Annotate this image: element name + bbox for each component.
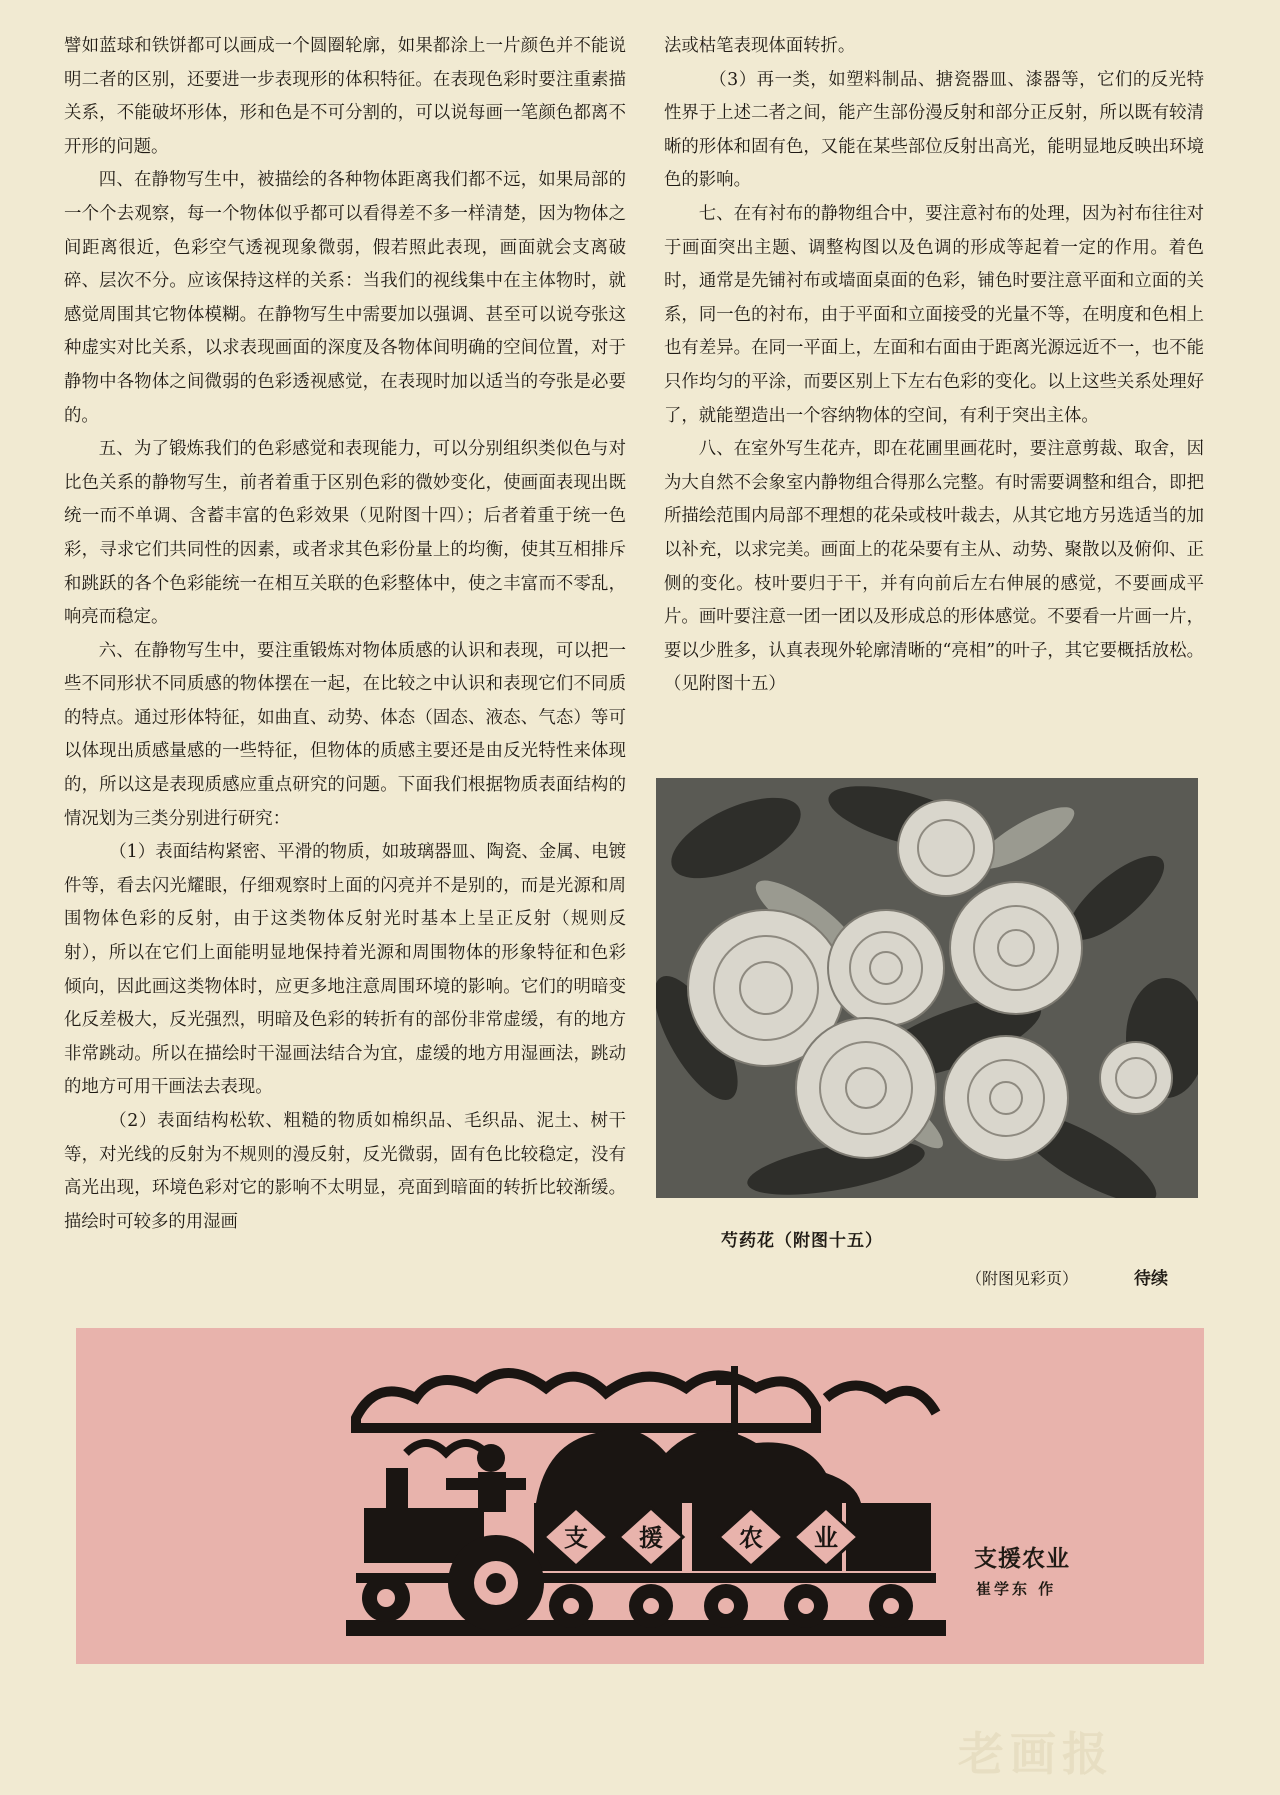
banner-char-2: 援 <box>639 1523 663 1552</box>
peony-image <box>656 778 1198 1198</box>
papercut-panel <box>76 1328 1204 1664</box>
figure-note: （附图见彩页） <box>966 1269 1079 1288</box>
paragraph: 譬如蓝球和铁饼都可以画成一个圆圈轮廓，如果都涂上一片颜色并不能说明二者的区别，还要进一步表现形的体积特征。在表现色彩时要注重素描关系，不能破坏形体，形和色是不可分割的，可以说每画一笔颜色都离不开形的问题。 <box>64 36 626 157</box>
paragraph: （1）表面结构紧密、平滑的物质，如玻璃器皿、陶瓷、金属、电镀件等，看去闪光耀眼，仔细观察时上面的闪亮并不是别的，而是光源和周围物体色彩的反射，由于这类物体反射光时基本上呈正反射（规则反射），所以在它们上面能明显地保持着光源和周围物体的形象特征和色彩倾向，因此画这类物体时，应更多地注意周围环境的影响。它们的明暗变化反差极大，反光强烈，明暗及色彩的转折有的部份非常虚缓，有的地方非常跳动。所以在描绘时干湿画法结合为宜，虚缓的地方用湿画法，跳动的地方可用干画法去表现。 <box>64 842 626 1098</box>
left-text-column <box>64 30 626 1239</box>
peony-photo <box>656 778 1198 1198</box>
papercut-title: 支援农业 <box>974 1545 1070 1572</box>
paragraph: （3）再一类，如塑料制品、搪瓷器皿、漆器等，它们的反光特性界于上述二者之间，能产生部份漫反射和部分正反射，所以既有较清晰的形体和固有色，又能在某些部位反射出高光，能明显地反映出环境色的影响。 <box>664 69 1204 191</box>
papercut-image <box>346 1358 946 1648</box>
paragraph: 七、在有衬布的静物组合中，要注意衬布的处理，因为衬布往往对于画面突出主题、调整构图以及色调的形成等起着一定的作用。着色时，通常是先铺衬布或墙面桌面的色彩，铺色时要注意平面和立面的关系，同一色的衬布，由于平面和立面接受的光量不等，在明度和色相上也有差异。在同一平面上，左面和右面由于距离光源远近不一，也不能只作均匀的平涂，而要区别上下左右色彩的变化。以上这些关系处理好了，就能塑造出一个容纳物体的空间，有利于突出主体。 <box>664 203 1204 426</box>
paragraph: 五、为了锻炼我们的色彩感觉和表现能力，可以分别组织类似色与对比色关系的静物写生，前者着重于区别色彩的微妙变化，使画面表现出既统一而不单调、含蓄丰富的色彩效果（见附图十四）；后者着重于统一色彩，寻求它们共同性的因素，或者求其色彩份量上的均衡，使其互相排斥和跳跃的各个色彩能统一在相互关联的色彩整体中，使之丰富而不零乱，响亮而稳定。 <box>64 439 626 628</box>
figure-caption: 芍药花（附图十五） <box>721 1231 883 1251</box>
paragraph: 四、在静物写生中，被描绘的各种物体距离我们都不远，如果局部的一个个去观察，每一个物体似乎都可以看得差不多一样清楚，因为物体之间距离很近，色彩空气透视现象微弱，假若照此表现，画面就会支离破碎、层次不分。应该保持这样的关系：当我们的视线集中在主体物时，就感觉周围其它物体模糊。在静物写生中需要加以强调、甚至可以说夸张这种虚实对比关系，以求表现画面的深度及各物体间明确的空间位置，对于静物中各物体之间微弱的色彩透视感觉，在表现时加以适当的夸张是必要的。 <box>64 170 626 426</box>
watermark: 老画报 <box>958 1727 1114 1781</box>
papercut-author: 崔学东 作 <box>976 1580 1057 1598</box>
paragraph: 六、在静物写生中，要注重锻炼对物体质感的认识和表现，可以把一些不同形状不同质感的物体摆在一起，在比较之中认识和表现它们不同质的特点。通过形体特征，如曲直、动势、体态（固态、液态、气态）等可以体现出质感量感的一些特征，但物体的质感主要还是由反光特性来体现的，所以这是表现质感应重点研究的问题。下面我们根据物质表面结构的情况划为三类分别进行研究： <box>64 640 626 829</box>
paragraph: （2）表面结构松软、粗糙的物质如棉织品、毛织品、泥土、树干等，对光线的反射为不规则的漫反射，反光微弱，固有色比较稳定，没有高光出现，环境色彩对它的影响不太明显，亮面到暗面的转折比较渐缓。描绘时可较多的用湿画 <box>64 1111 626 1232</box>
to-be-continued: 待续 <box>1134 1269 1168 1289</box>
banner-char-3: 农 <box>739 1523 763 1552</box>
paragraph: 八、在室外写生花卉，即在花圃里画花时，要注意剪裁、取舍，因为大自然不会象室内静物组合得那么完整。有时需要调整和组合，即把所描绘范围内局部不理想的花朵或枝叶裁去，从其它地方另选适当的加以补充，以求完美。画面上的花朵要有主从、动势、聚散以及俯仰、正侧的变化。枝叶要归于干，并有向前后左右伸展的感觉，不要画成平片。画叶要注意一团一团以及形成总的形体感觉。不要看一片画一片，要以少胜多，认真表现外轮廓清晰的“亮相”的叶子，其它要概括放松。（见附图十五） <box>664 439 1204 695</box>
banner-char-1: 支 <box>564 1523 588 1552</box>
right-text-column <box>664 30 1204 702</box>
paragraph: 法或枯笔表现体面转折。 <box>664 36 856 56</box>
banner-char-4: 业 <box>814 1523 838 1552</box>
